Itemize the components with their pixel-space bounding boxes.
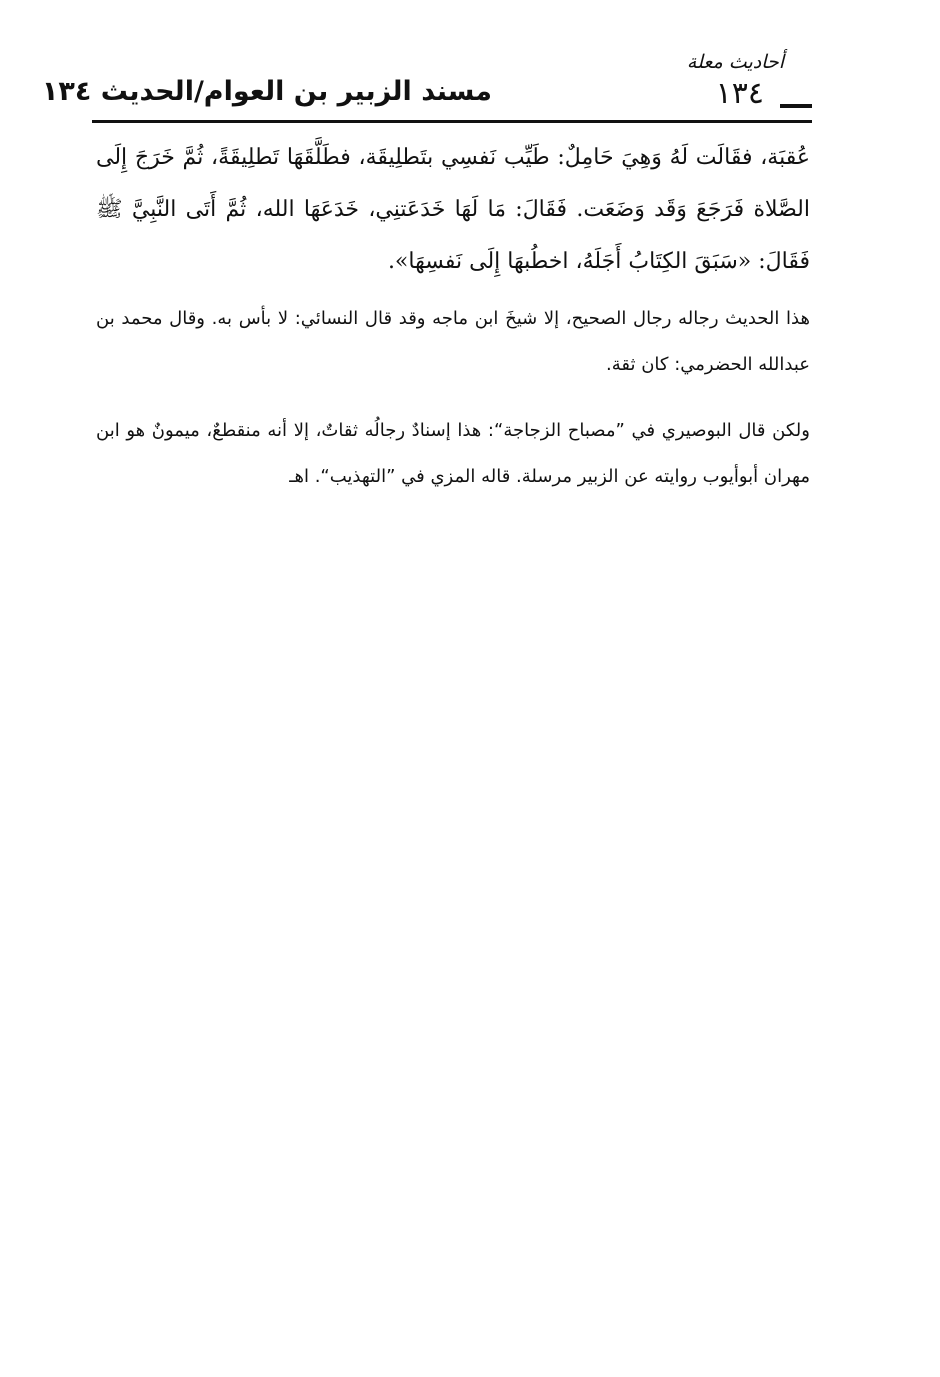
commentary-paragraph-1: هذا الحديث رجاله رجال الصحيح، إلا شيخَ ابن ماجه وقد قال النسائي: لا بأس به. وقال محمد بن عبدالله الحضرمي: كان ثقة. [96,308,810,375]
page-number: ١٣٤ [715,76,764,111]
page-header [41,50,812,130]
page-body [96,132,810,500]
running-title: مسند الزبير بن العوام/الحديث ١٣٤ [41,76,492,107]
header-rule [92,120,812,123]
hadith-paragraph: عُقبَة، فقَالَت لَهُ وَهِيَ حَامِلٌ: طَيِّب نَفسِي بتَطلِيقَة، فطَلَّقَهَا تَطلِيقَةً، ثُمَّ خَرَجَ إِلَى الصَّلاة فَرَجَعَ وَقَد وَضَعَت. فَقَالَ: مَا لَهَا خَدَعَتنِي، خَدَعَهَا الله، ثُمَّ أَتَى النَّبِيَّ ﷺ فَقَالَ: «سَبَقَ الكِتَابُ أَجَلَهُ، اخطُبهَا إِلَى نَفسِهَا». [96,145,810,274]
book-title: أحاديث معلة [686,51,784,73]
page-number-dash [780,104,812,108]
commentary-paragraph-2: ولكن قال البوصيري في ”مصباح الزجاجة“: هذا إسنادٌ رجالُه ثقاتٌ، إلا أنه منقطعٌ، ميمونٌ هو ابن مهران أبوأيوب روايته عن الزبير مرسلة. قاله المزي في ”التهذيب“. اهـ [96,420,810,487]
